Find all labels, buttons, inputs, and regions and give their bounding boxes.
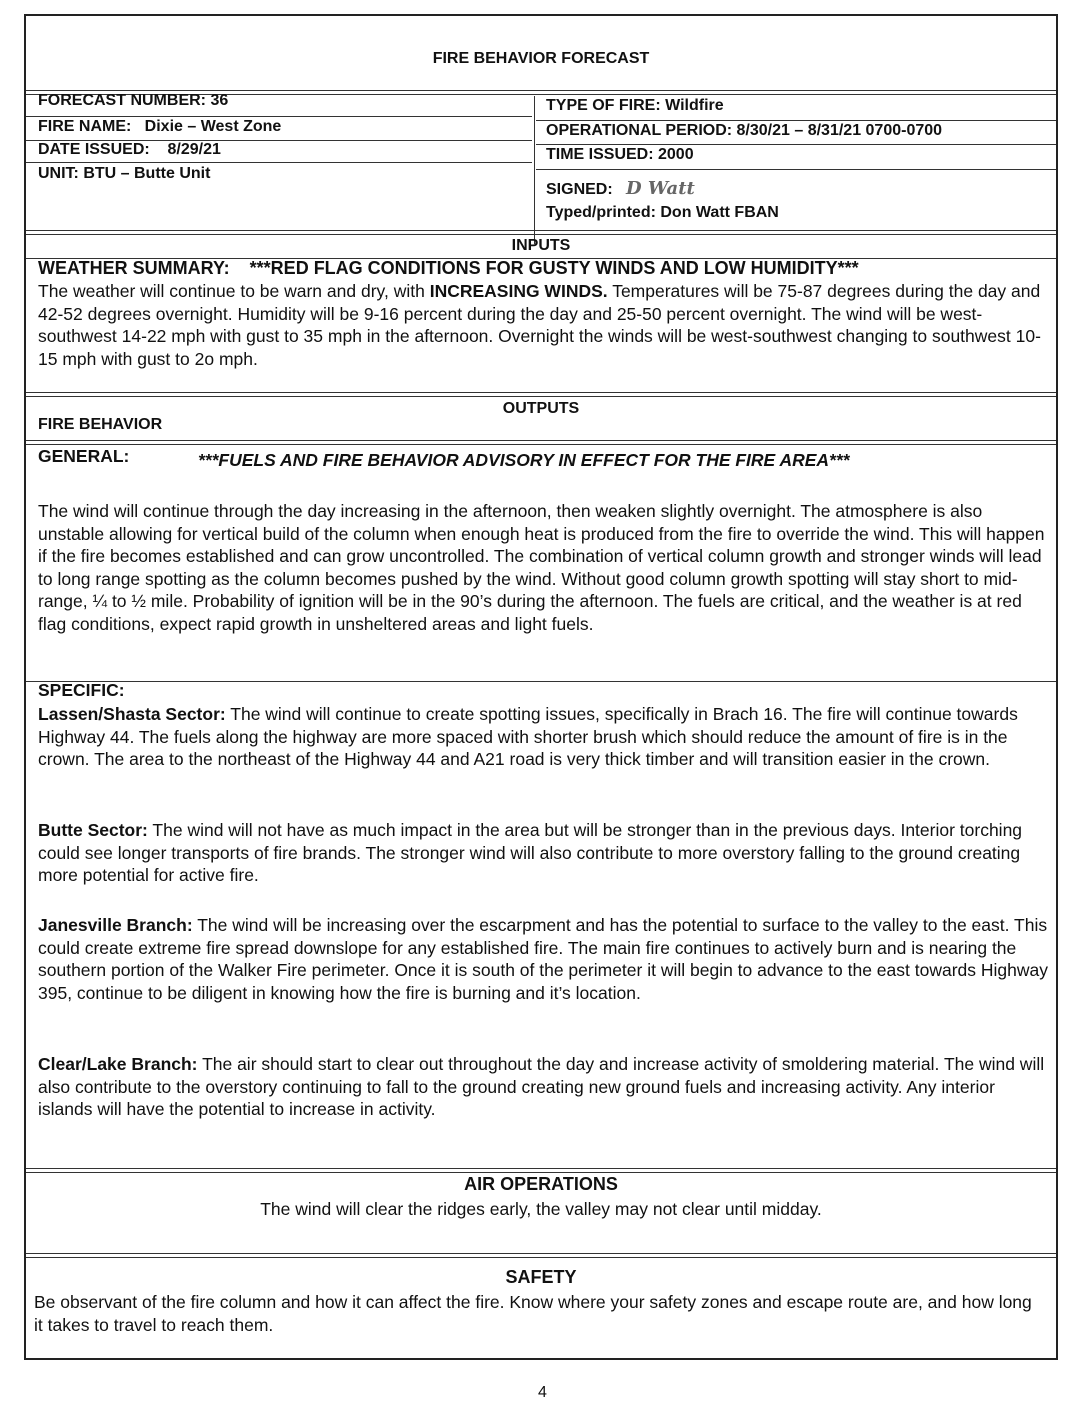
weather-emphasis: INCREASING WINDS. (429, 281, 608, 301)
divider (536, 144, 1056, 145)
date-issued (38, 141, 221, 159)
outputs-heading: OUTPUTS (502, 400, 580, 417)
sector-text: The wind will be increasing over the escarpment and has the potential to surface to the valley to the east. This could create extreme fire spread downslope for any established fire. The main fire continues to actively burn and is nearing the southern portion of the Walker Fire perimeter. Once it is south of the perimeter it will begin to advance to the east towards Highway 395, continue to be diligent in knowing how the fire is burning and it’s location. (38, 915, 1048, 1003)
fire-behavior-label: FIRE BEHAVIOR (38, 416, 163, 433)
divider (26, 116, 532, 117)
sector-name: Janesville Branch: (38, 915, 193, 935)
sector-name: Clear/Lake Branch: (38, 1054, 198, 1074)
divider (26, 1168, 1056, 1173)
general-label: GENERAL: (38, 446, 130, 466)
fire-name-value: Dixie – West Zone (144, 118, 282, 135)
sector-text: The wind will not have as much impact in the area but will be stronger than in the previous days. Interior torching could see longer transports of fire brands. The stronger wind will also contribute to more overstory falling to the ground creating more potential for active fire. (38, 820, 1023, 885)
sector-text: The air should start to clear out throughout the day and increase activity of smoldering material. The wind will also contribute to the overstory continuing to fall to the ground creating new ground fuels and increasing activity. Any interior islands will have the potential to increase in activity. (38, 1054, 1045, 1119)
forecast-number: FORECAST NUMBER: 36 (38, 92, 229, 109)
signed-label: SIGNED: (546, 181, 613, 198)
divider (26, 392, 1056, 397)
weather-text-part: The weather will continue to be warn and dry, with (38, 281, 425, 301)
divider (26, 440, 1056, 445)
specific-label: SPECIFIC: (38, 680, 125, 700)
date-issued-value: 8/29/21 (167, 141, 221, 158)
time-issued: TIME ISSUED: 2000 (546, 146, 694, 163)
red-flag-alert: ***RED FLAG CONDITIONS FOR GUSTY WINDS AND LOW HUMIDITY*** (249, 258, 859, 278)
weather-summary-label: WEATHER SUMMARY: (38, 258, 230, 278)
sector-clear-lake (38, 1053, 1050, 1121)
general-text: The wind will continue through the day increasing in the afternoon, then weaken slightly overnight. The atmosphere is also unstable allowing for vertical build of the column when enough heat is produced from the fire to override the wind. This will happen if the fire becomes established and can grow uncontrolled. The combination of vertical column growth and stronger winds will lead to long range spotting as the column becomes pushed by the wind. Without good column growth spotting will stay short to mid-range, ¼ to ½ mile. Probability of ignition will be in the 90’s during the afternoon. The fuels are critical, and the weather is at red flag conditions, expect rapid growth in unsheltered areas and light fuels. (38, 501, 1045, 634)
divider (536, 120, 1056, 121)
sector-name: Lassen/Shasta Sector: (38, 704, 226, 724)
inputs-heading: INPUTS (511, 237, 571, 254)
sector-name: Butte Sector: (38, 820, 148, 840)
sector-text: The wind will continue to create spotting issues, specifically in Brach 16. The fire will continue towards Highway 44. The fuels along the highway are more spaced with shorter brush which should reduce the amount of fire is in the crown. The area to the northeast of the Highway 44 and A21 road is very thick timber and will transition easier in the crown. (38, 704, 1018, 769)
header-column-divider (534, 96, 535, 244)
divider (26, 681, 1056, 682)
divider (26, 1253, 1056, 1258)
weather-summary-heading (38, 258, 1050, 279)
sector-lassen-shasta (38, 703, 1050, 771)
weather-summary-text (38, 280, 1050, 370)
form-title: FIRE BEHAVIOR FORECAST (432, 50, 650, 67)
divider (26, 162, 532, 163)
fire-name-label: FIRE NAME: (38, 118, 132, 135)
date-issued-label: DATE ISSUED: (38, 141, 150, 158)
safety-heading: SAFETY (505, 1267, 577, 1287)
divider (26, 230, 1056, 235)
page-number: 4 (538, 1384, 547, 1401)
air-operations-heading: AIR OPERATIONS (464, 1174, 618, 1194)
typed-printed: Typed/printed: Don Watt FBAN (546, 204, 779, 221)
unit: UNIT: BTU – Butte Unit (38, 165, 211, 182)
divider (536, 169, 1056, 170)
type-of-fire: TYPE OF FIRE: Wildfire (546, 97, 724, 114)
general-advisory: ***FUELS AND FIRE BEHAVIOR ADVISORY IN EFFECT FOR THE FIRE AREA*** (198, 450, 850, 470)
sector-butte (38, 819, 1050, 887)
operational-period: OPERATIONAL PERIOD: 8/30/21 – 8/31/21 0700-0700 (546, 122, 943, 139)
safety-text: Be observant of the fire column and how it can affect the fire. Know where your safety zones and escape route are, and how long it takes to travel to reach them. (34, 1292, 1032, 1335)
weather-text-part: Temperatures will be 75-87 degrees during the day and 42-52 degrees overnight. Humidity will be 9-16 percent during the day and 25-50 percent overnight. The wind will be west-southwest 14-22 mph with gust to 35 mph in the afternoon. Overnight the winds will be west-southwest changing to southwest 10-15 mph with gust to 2o mph. (38, 281, 1041, 369)
signature: D Watt (626, 178, 695, 199)
sector-janesville (38, 914, 1050, 1004)
signed (546, 178, 695, 199)
air-operations-text: The wind will clear the ridges early, the valley may not clear until midday. (260, 1199, 822, 1219)
fire-name (38, 118, 281, 136)
forecast-form (24, 14, 1058, 1360)
